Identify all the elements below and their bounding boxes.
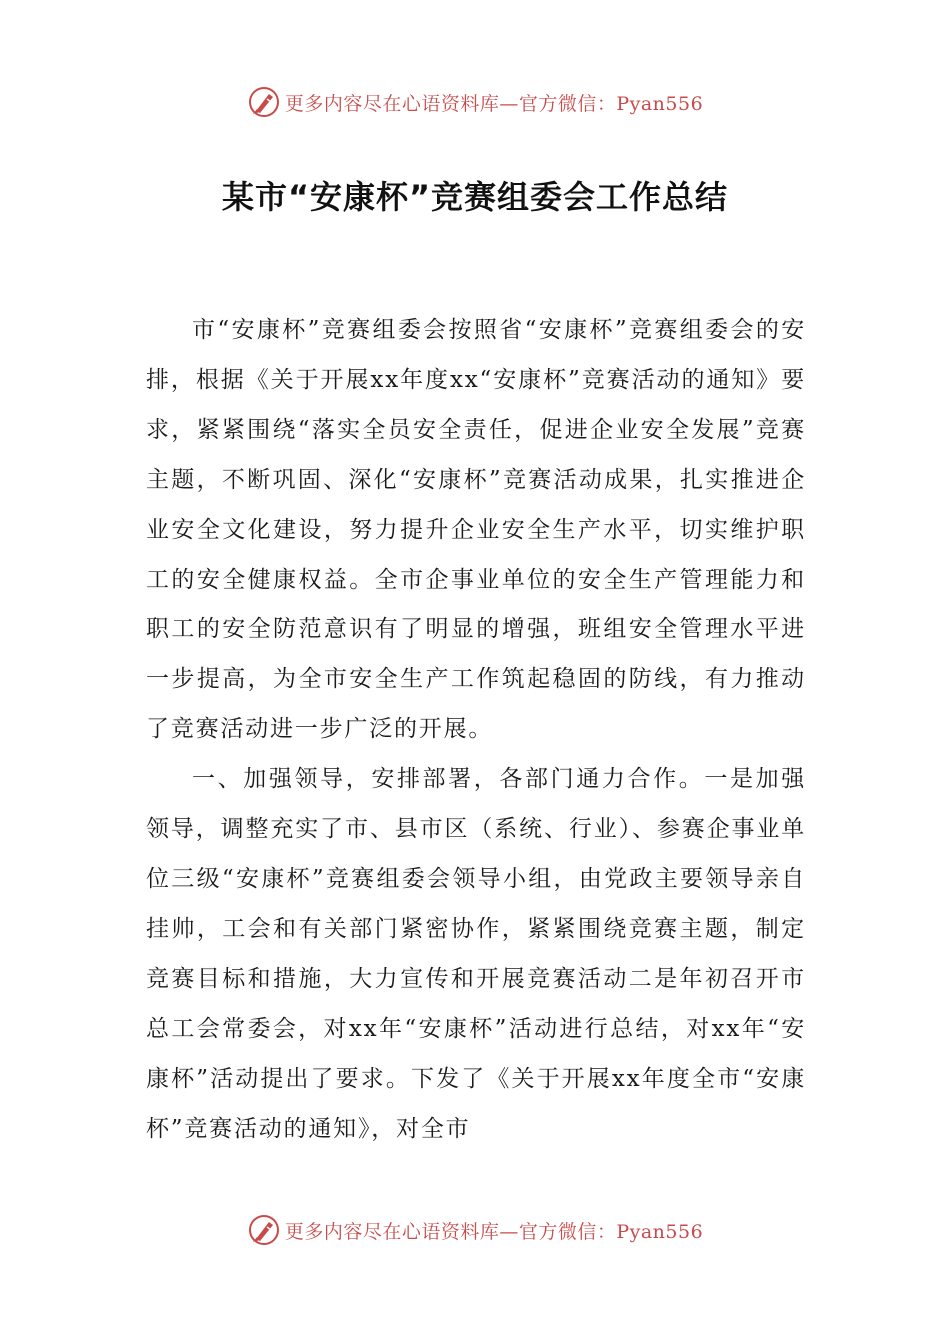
- document-body: [146, 306, 806, 1154]
- pen-nib-logo-icon: [247, 1213, 281, 1247]
- watermark-text: 更多内容尽在心语资料库—官方微信：Pyan556: [284, 1220, 704, 1243]
- watermark-text: 更多内容尽在心语资料库—官方微信：Pyan556: [284, 92, 704, 115]
- body-paragraph-section-one: 一、加强领导，安排部署，各部门通力合作。一是加强领导，调整充实了市、县市区（系统、行业）、参赛企事业单位三级“安康杯”竞赛组委会领导小组，由党政主要领导亲自挂帅，工会和有关部门紧密协作，紧紧围绕竞赛主题，制定竞赛目标和措施，大力宣传和开展竞赛活动二是年初召开市总工会常委会，对xx年“安康杯”活动进行总结，对xx年“安康杯”活动提出了要求。下发了《关于开展xx年度全市“安康杯”竞赛活动的通知》，对全市: [146, 766, 806, 1142]
- document-title: 某市“安康杯”竞赛组委会工作总结: [221, 178, 729, 216]
- footer-watermark-banner: [0, 1210, 950, 1250]
- header-watermark-banner: [0, 82, 950, 122]
- pen-nib-logo-icon: [247, 85, 281, 119]
- body-paragraph-intro: 市“安康杯”竞赛组委会按照省“安康杯”竞赛组委会的安排，根据《关于开展xx年度xx“安康杯”竞赛活动的通知》要求，紧紧围绕“落实全员安全责任，促进企业安全发展”竞赛主题，不断巩固、深化“安康杯”竞赛活动成果，扎实推进企业安全文化建设，努力提升企业安全生产水平，切实维护职工的安全健康权益。全市企事业单位的安全生产管理能力和职工的安全防范意识有了明显的增强，班组安全管理水平进一步提高，为全市安全生产工作筑起稳固的防线，有力推动了竞赛活动进一步广泛的开展。: [146, 317, 806, 743]
